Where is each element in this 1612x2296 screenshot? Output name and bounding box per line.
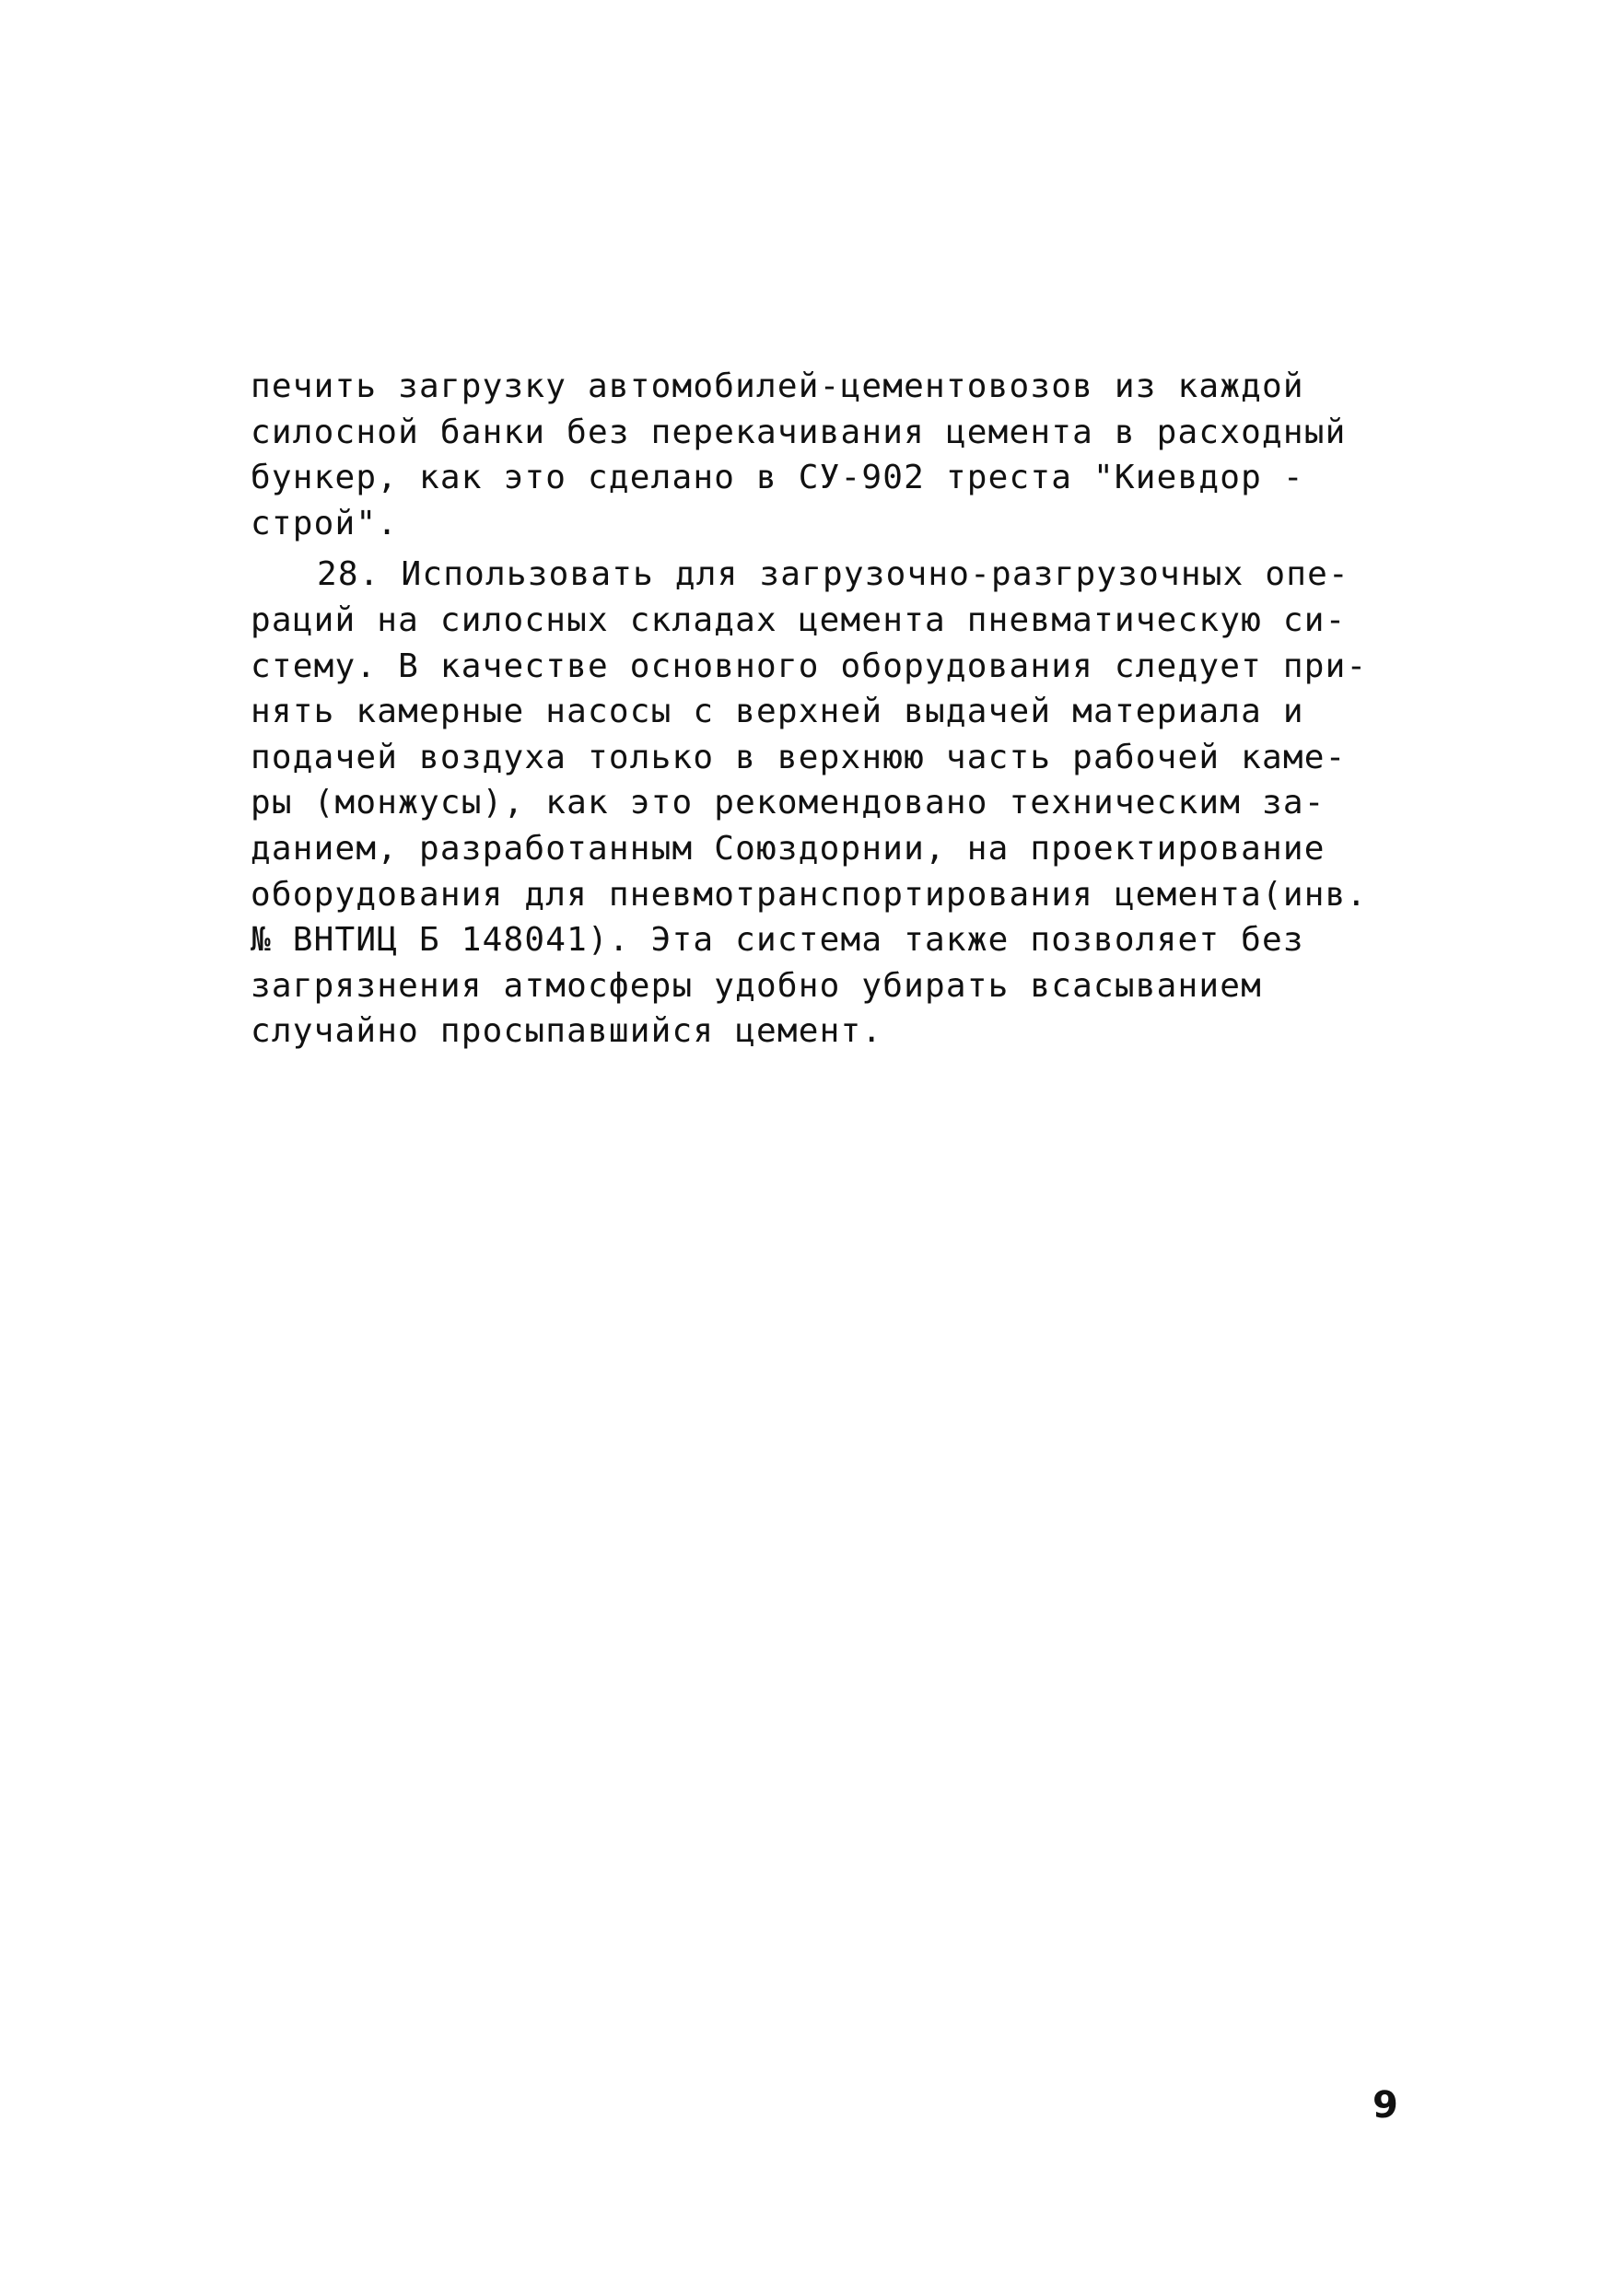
text-line: нять камерные насосы с верхней выдачей материала и (251, 693, 1304, 731)
text-line: силосной банки без перекачивания цемента в расходный (251, 413, 1347, 451)
text-line: данием, разработанным Союздорнии, на проектирование (251, 829, 1326, 868)
text-line: раций на силосных складах цемента пневматическую си- (251, 600, 1347, 639)
text-line: загрязнения атмосферы удобно убирать всасыванием (251, 966, 1262, 1005)
text-line: печить загрузку автомобилей-цементовозов из каждой (251, 367, 1304, 405)
text-line: подачей воздуха только в верхнюю часть рабочей каме- (251, 738, 1347, 776)
page-number: 9 (1373, 2084, 1398, 2127)
text-line: строй". (251, 504, 399, 542)
text-line: бункер, как это сделано в СУ-902 треста "Киевдор - (251, 459, 1304, 497)
paragraph-continued (251, 364, 1443, 546)
text-line: случайно просыпавшийся цемент. (251, 1012, 883, 1051)
text-line: стему. В качестве основного оборудования следует при- (251, 647, 1368, 685)
paragraph-28 (251, 552, 1443, 1055)
text-line: оборудования для пневмотранспортирования цемента(инв. (251, 875, 1368, 914)
text-line: 28. Использовать для загрузочно-разгрузочных опе- (317, 555, 1349, 594)
text-line: ры (монжусы), как это рекомендовано техническим за- (251, 784, 1326, 822)
body-text (251, 364, 1443, 1055)
text-line: № ВНТИЦ Б 148041). Эта система также позволяет без (251, 921, 1304, 960)
